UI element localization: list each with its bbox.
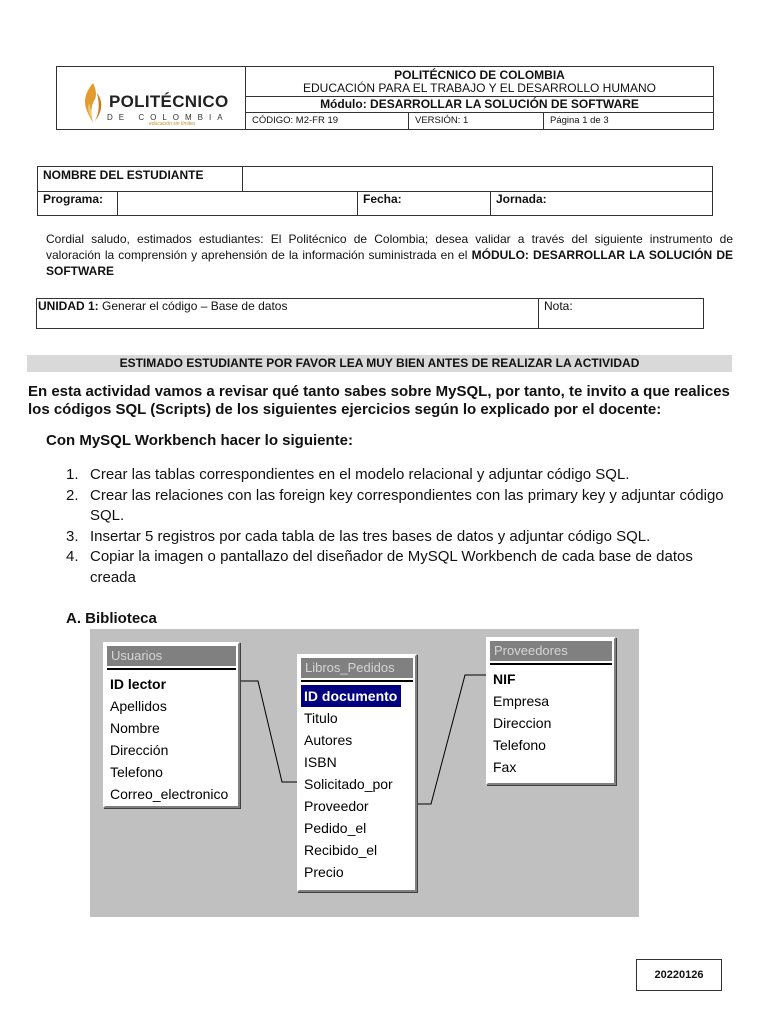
doc-page: Página 1 de 3	[543, 113, 715, 129]
table-title[interactable]: Libros_Pedidos	[301, 658, 413, 678]
field[interactable]: Correo_electronico	[110, 786, 229, 802]
activity-description: En esta actividad vamos a revisar qué tanto sabes sobre MySQL, por tanto, te invito a que realices los códigos SQL (Scripts) de los siguientes ejercicios según lo explicado por el docente:	[28, 383, 730, 418]
institution-cell	[246, 67, 713, 97]
logo-tagline: educación sin límites	[149, 121, 196, 127]
field[interactable]: Nombre	[110, 720, 160, 736]
step-text: Crear las relaciones con las foreign key correspondientes con las primary key y adjuntar código SQL.	[90, 486, 724, 524]
section-a-heading: A. Biblioteca	[66, 610, 157, 627]
shift-label: Jornada:	[496, 192, 547, 206]
program-label: Programa:	[38, 191, 118, 215]
student-info-table	[37, 166, 713, 216]
field[interactable]: Fax	[493, 759, 517, 775]
field[interactable]: Titulo	[304, 710, 338, 726]
unit-table	[36, 298, 704, 329]
step-text: Crear las tablas correspondientes en el modelo relacional y adjuntar código SQL.	[90, 466, 630, 483]
program-field[interactable]	[118, 191, 358, 215]
faculty-name: EDUCACIÓN PARA EL TRABAJO Y EL DESARROLLO HUMANO	[303, 81, 656, 95]
list-item	[66, 486, 726, 527]
proveedores-table[interactable]	[486, 637, 616, 785]
field[interactable]: Telefono	[493, 737, 546, 753]
logo-name: POLITÉCNICO	[109, 92, 229, 111]
student-name-label: NOMBRE DEL ESTUDIANTE	[38, 167, 243, 191]
field[interactable]: Precio	[304, 864, 344, 880]
doc-code: CÓDIGO: M2-FR 19	[252, 115, 339, 126]
intro-paragraph	[46, 231, 733, 279]
list-item	[66, 527, 726, 548]
document-header	[56, 66, 714, 130]
field[interactable]: Dirección	[110, 742, 169, 758]
usuarios-table[interactable]	[103, 642, 240, 808]
logo-subtitle: DE COLOMBIA	[107, 113, 229, 122]
grade-label: Nota:	[544, 299, 573, 313]
libros-pedidos-table[interactable]	[297, 654, 417, 892]
student-name-row	[38, 167, 712, 192]
institution-name: POLITÉCNICO DE COLOMBIA	[394, 68, 565, 82]
step-text: Copiar la imagen o pantallazo del diseñador de MySQL Workbench de cada base de datos creada	[90, 548, 693, 586]
module-title: Módulo: DESARROLLAR LA SOLUCIÓN DE SOFTWARE	[246, 97, 713, 113]
intro-module: MÓDULO: DESARROLLAR LA SOLUCIÓN DE SOFTWARE	[46, 248, 733, 278]
field[interactable]: Pedido_el	[304, 820, 367, 836]
workbench-heading: Con MySQL Workbench hacer lo siguiente:	[46, 432, 353, 449]
instruction-banner: ESTIMADO ESTUDIANTE POR FAVOR LEA MUY BIEN ANTES DE REALIZAR LA ACTIVIDAD	[27, 355, 732, 372]
step-number: 1.	[66, 466, 79, 483]
field[interactable]: Proveedor	[304, 798, 369, 814]
flame-icon	[81, 83, 105, 123]
logo	[57, 67, 246, 129]
field[interactable]: Solicitado_por	[304, 776, 393, 792]
field-list	[301, 680, 413, 883]
field-list	[107, 668, 236, 805]
field[interactable]: Recibido_el	[304, 842, 378, 858]
table-title[interactable]: Proveedores	[490, 641, 612, 661]
field[interactable]: Autores	[304, 732, 353, 748]
field[interactable]: Empresa	[493, 693, 550, 709]
list-item	[66, 465, 726, 486]
field-selected[interactable]: ID documento	[301, 685, 401, 707]
intro-text: Cordial saludo, estimados estudiantes: El Politécnico de Colombia; desea validar a través del siguiente instrumento de valoración la comprensión y aprehensión de la información suministrada en el	[46, 232, 733, 262]
program-row	[38, 191, 712, 215]
field[interactable]: Telefono	[110, 764, 163, 780]
relationship-diagram	[90, 629, 639, 917]
field[interactable]: ISBN	[304, 754, 337, 770]
steps-list	[66, 465, 726, 588]
unit-cell	[37, 299, 539, 328]
step-text: Insertar 5 registros por cada tabla de las tres bases de datos y adjuntar código SQL.	[90, 527, 651, 545]
field[interactable]: ID lector	[110, 676, 167, 692]
footer-code: 20220126	[636, 959, 722, 991]
list-item	[66, 547, 726, 588]
unit-title: Generar el código – Base de datos	[98, 299, 288, 313]
field[interactable]: Direccion	[493, 715, 552, 731]
field-list	[490, 663, 612, 778]
step-number: 4.	[66, 548, 79, 565]
doc-meta-row	[246, 113, 713, 129]
field[interactable]: Apellidos	[110, 698, 167, 714]
step-number: 3.	[66, 527, 79, 545]
student-name-field[interactable]	[243, 167, 712, 191]
unit-label: UNIDAD 1:	[38, 299, 99, 313]
doc-version: VERSIÓN: 1	[408, 113, 543, 129]
date-label: Fecha:	[358, 191, 491, 215]
step-number: 2.	[66, 486, 79, 504]
table-title[interactable]: Usuarios	[107, 646, 236, 666]
field[interactable]: NIF	[493, 671, 516, 687]
